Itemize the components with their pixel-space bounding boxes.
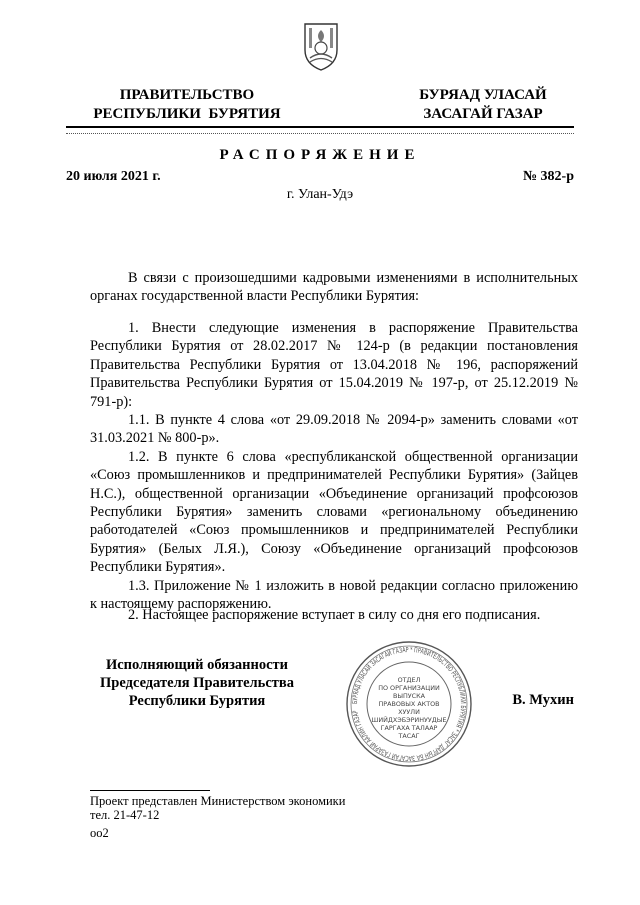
- header-divider-dotted: [66, 133, 574, 134]
- signatory-line3: Республики Бурятия: [128, 693, 266, 709]
- main-clauses: [90, 319, 578, 614]
- seal-line1: ОТДЕЛ: [397, 676, 421, 684]
- footer-code: оо2: [90, 826, 109, 840]
- clause-2: 2. Настоящее распоряжение вступает в силу со дня его подписания.: [128, 607, 541, 623]
- footer-line2: тел. 21-47-12: [90, 808, 160, 822]
- signatory-line2: Председателя Правительства: [100, 675, 294, 691]
- seal-line4: ПРАВОВЫХ АКТОВ: [378, 700, 440, 708]
- document-number: № 382-р: [522, 169, 574, 184]
- document-city: г. Улан-Удэ: [286, 187, 354, 202]
- header-right: [408, 86, 558, 124]
- coat-of-arms-icon: [301, 20, 341, 72]
- seal-line7: ГАРГАХА ТАЛААР: [380, 724, 438, 732]
- seal-line8: ТАСАГ: [398, 732, 420, 740]
- seal-ring-text: БУРЯАД УЛАСАЙ ЗАСАГАЙ ГАЗАР * ПРАВИТЕЛЬСТВО РЕСПУБЛИКИ БУРЯТИЯ * ЗАСАГ ДАРГЫН БА ЗАСАГАЙ ГАЗАРАЙ ААЛИН ГАЗАР: [350, 645, 468, 763]
- footer-divider: [90, 790, 210, 791]
- clause-1-2: 1.2. В пункте 6 слова «республиканской общественной организации «Союз промышленников и предпринимателей Республики Бурятия» (Зайцев Н.С.), общественной организации «Объединение организаций профсоюзов Республики Бурятия» заменить словами «региональному объединению работодателей «Союз промышленников и предпринимателей Республики Бурятия» (Белых Л.Я.), Союзу «Объединение организаций профсоюзов Республики Бурятия».: [90, 448, 578, 576]
- official-seal-icon: [345, 640, 473, 768]
- preamble-text: В связи с произошедшими кадровыми изменениями в исполнительных органах государственной власти Республики Бурятия:: [90, 270, 578, 305]
- signatory-title: [82, 656, 312, 710]
- seal-line5: ХУУЛИ: [398, 708, 420, 716]
- clause-1-3: 1.3. Приложение № 1 изложить в новой редакции согласно приложению к настоящему распоряжению.: [90, 577, 578, 613]
- footer-note: [90, 794, 345, 822]
- clause-1-1: 1.1. В пункте 4 слова «от 29.09.2018 № 2094-р» заменить словами «от 31.03.2021 № 800-р».: [90, 412, 578, 447]
- document-date: 20 июля 2021 г.: [66, 169, 161, 184]
- seal-line3: ВЫПУСКА: [392, 692, 426, 700]
- seal-line6: ШИЙДХЭБЭРИНУУДЫЕ: [371, 716, 447, 724]
- document-title: РАСПОРЯЖЕНИЕ: [219, 147, 421, 163]
- header-right-line1: БУРЯАД УЛАСАЙ: [419, 87, 547, 103]
- header-left: [82, 86, 292, 124]
- signatory-name: В. Мухин: [512, 692, 574, 708]
- footer-line1: Проект представлен Министерством экономики: [90, 794, 346, 808]
- header-left-line2: РЕСПУБЛИКИ БУРЯТИЯ: [93, 106, 281, 122]
- seal-line2: ПО ОРГАНИЗАЦИИ: [378, 684, 440, 692]
- preamble: [90, 269, 578, 306]
- final-clause: [90, 606, 578, 624]
- signatory-line1: Исполняющий обязанности: [105, 657, 289, 673]
- header-left-line1: ПРАВИТЕЛЬСТВО: [119, 87, 255, 103]
- clause-1: 1. Внести следующие изменения в распоряжение Правительства Республики Бурятия от 28.02.2017 № 124-р (в редакции постановления Правительства Республики Бурятия от 13.04.2018 № 196, распоряжений Правительства Республики Бурятия от 15.04.2019 № 197-р, от 25.12.2019 № 791-р):: [90, 320, 578, 410]
- header-divider: [66, 126, 574, 128]
- header-right-line2: ЗАСАГАЙ ГАЗАР: [423, 106, 543, 122]
